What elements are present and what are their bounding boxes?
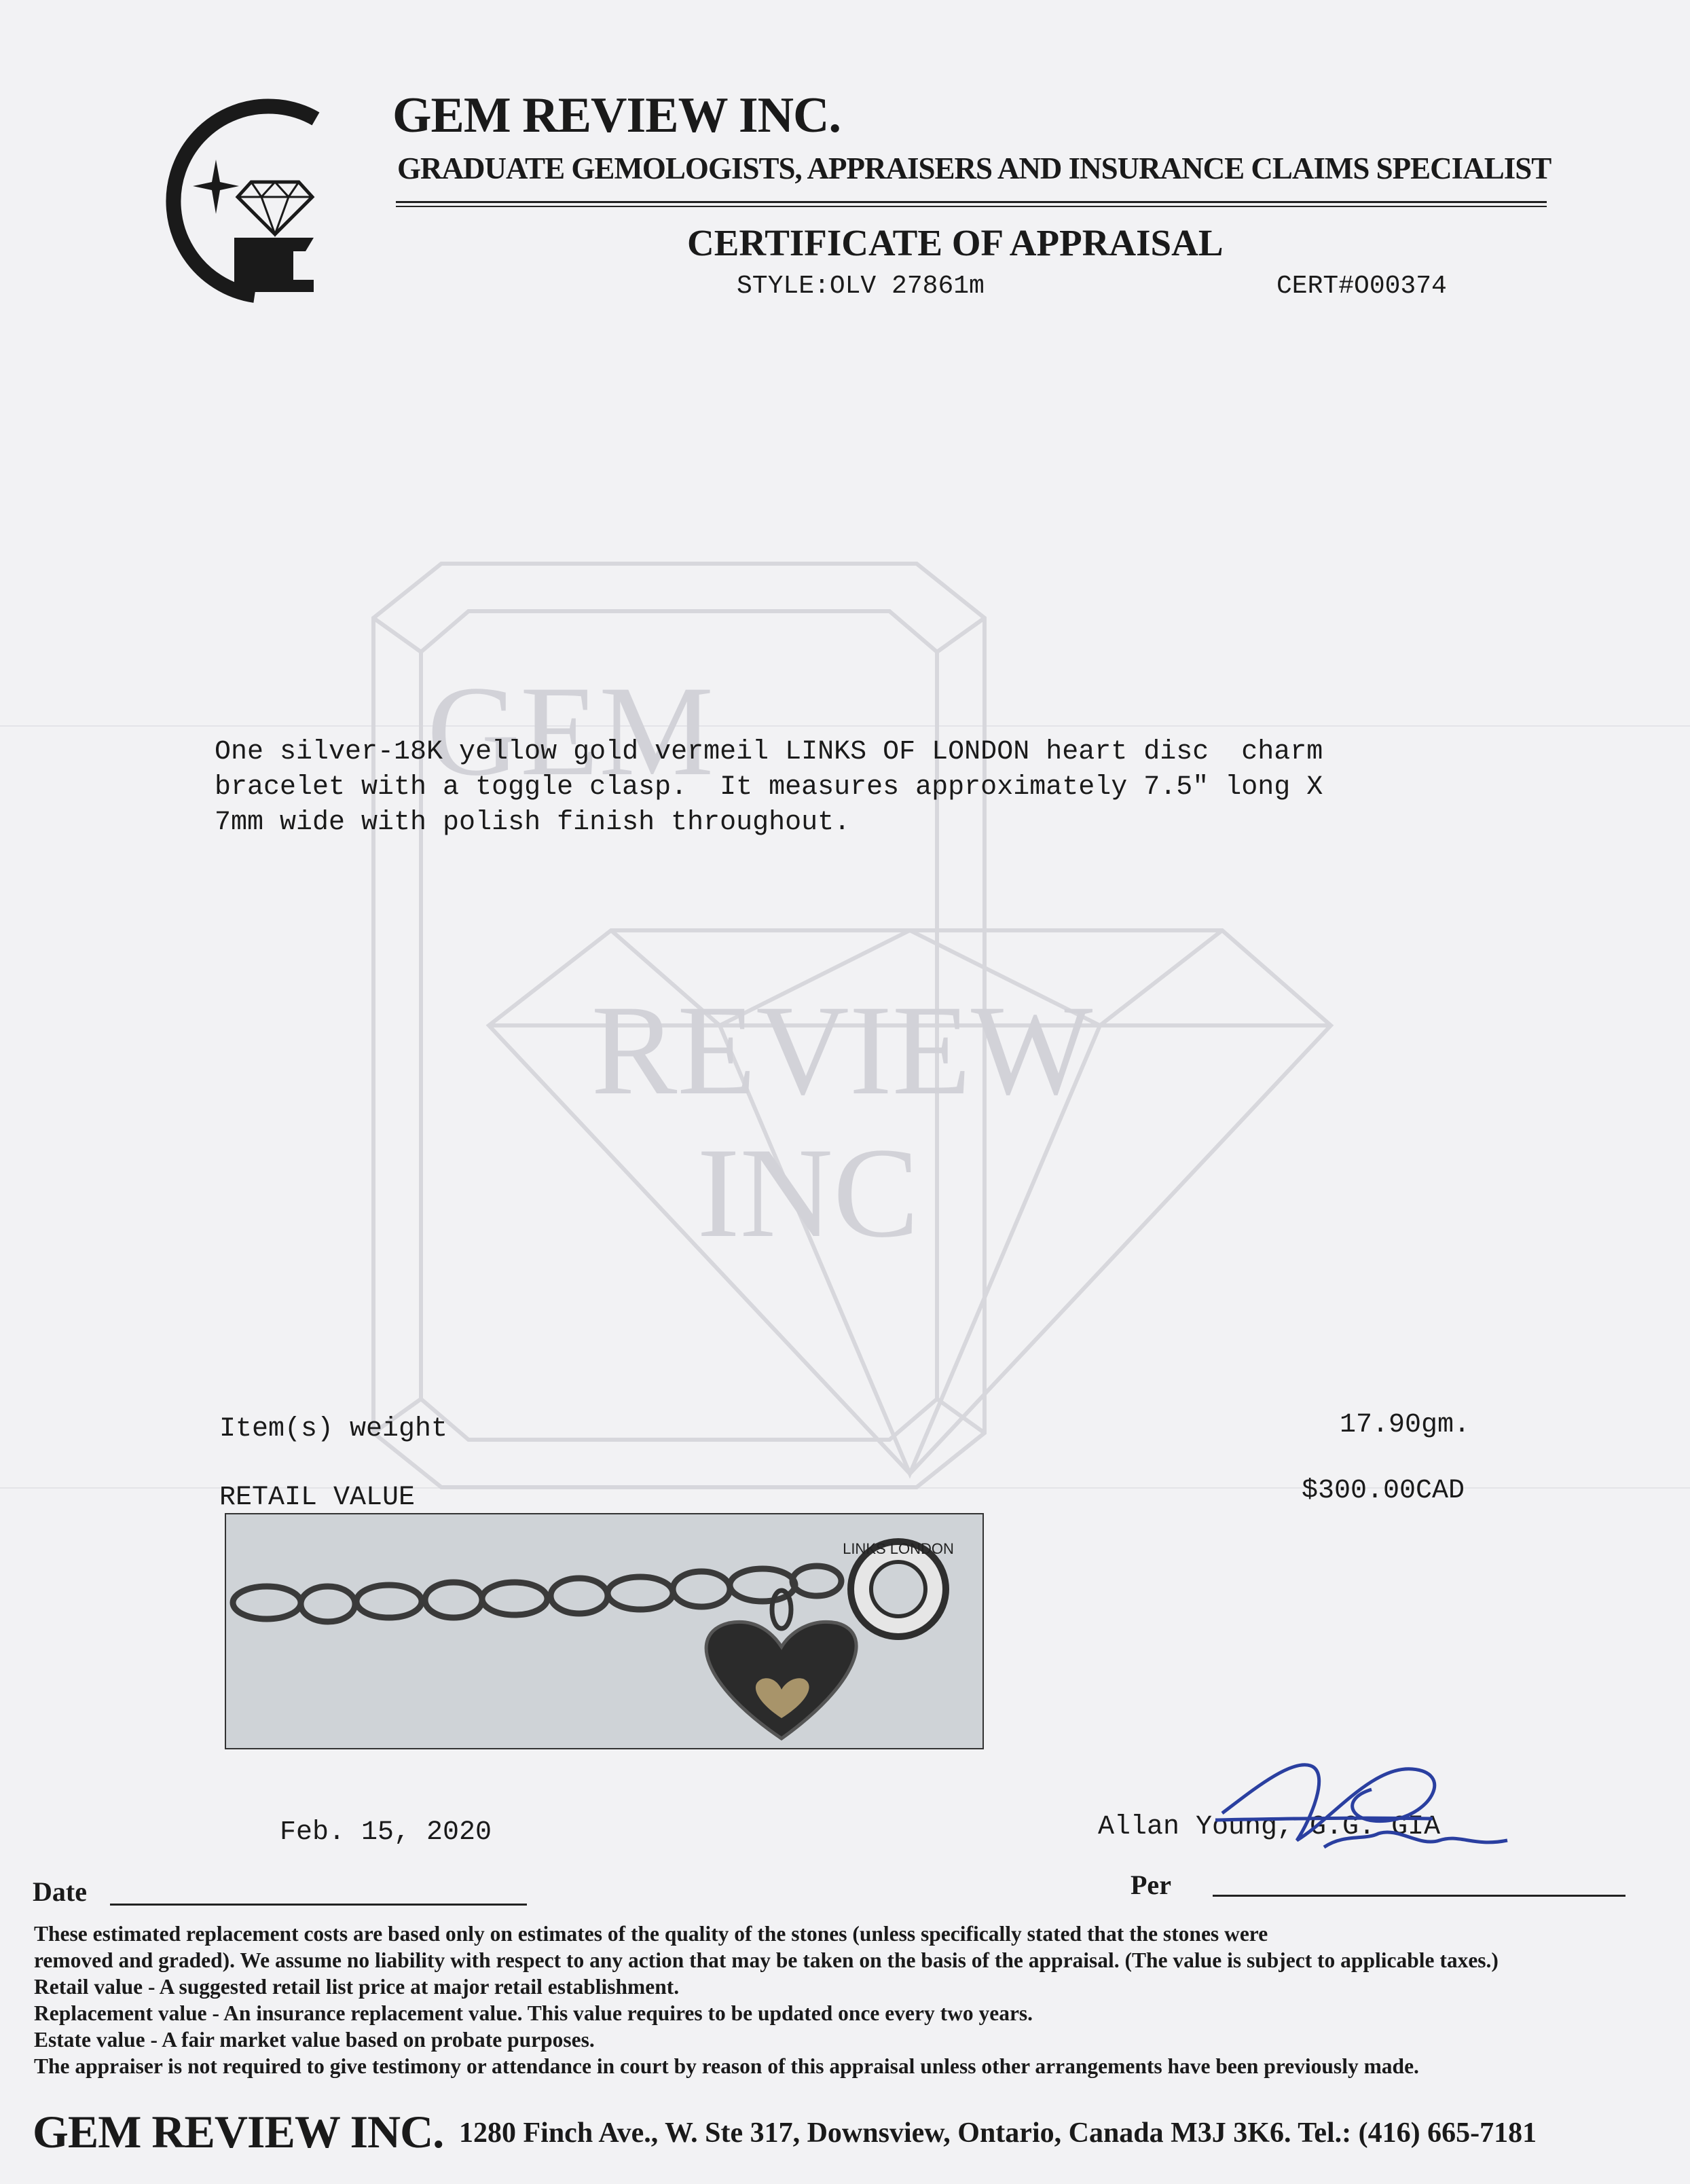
style-number: STYLE:OLV 27861m — [737, 272, 985, 301]
appraisal-date: Feb. 15, 2020 — [280, 1817, 492, 1848]
disclaimer-line: Estate value - A fair market value based on probate purposes. — [34, 2028, 595, 2052]
watermark-word: INC — [697, 1122, 919, 1264]
item-photo — [225, 1513, 984, 1749]
watermark-emblem — [339, 550, 1358, 1501]
per-label: Per — [1131, 1870, 1171, 1900]
description-line: 7mm wide with polish finish throughout. — [215, 807, 851, 838]
description-line: One silver-18K yellow gold vermeil LINKS OF LONDON heart disc charm — [215, 737, 1323, 767]
footer-address: 1280 Finch Ave., W. Ste 317, Downsview, Ontario, Canada M3J 3K6. Tel.: (416) 665-7181 — [459, 2117, 1537, 2149]
retail-value-amount: $300.00CAD — [1302, 1476, 1465, 1506]
company-logo-icon — [136, 95, 326, 306]
company-tagline: GRADUATE GEMOLOGISTS, APPRAISERS AND INSURANCE CLAIMS SPECIALIST — [397, 151, 1551, 185]
watermark-word: REVIEW — [591, 979, 1093, 1122]
disclaimer-line: Retail value - A suggested retail list price at major retail establishment. — [34, 1975, 680, 1999]
retail-value-label: RETAIL VALUE — [219, 1482, 416, 1513]
disclaimer-line: Replacement value - An insurance replacement value. This value requires to be updated once every two years. — [34, 2001, 1033, 2025]
date-signature-line — [110, 1904, 527, 1906]
disclaimer-line: The appraiser is not required to give testimony or attendance in court by reason of this appraisal unless other arrangements have been previously made. — [34, 2054, 1419, 2078]
disclaimer-line: removed and graded). We assume no liability with respect to any action that may be taken on the basis of the appraisal. (The value is subject to applicable taxes.) — [34, 1948, 1499, 1972]
header-rule — [396, 206, 1547, 207]
weight-value: 17.90gm. — [1340, 1410, 1471, 1440]
watermark-word: GEM — [426, 660, 714, 803]
item-description — [215, 735, 1323, 841]
disclaimer-text — [34, 1921, 1499, 2079]
certificate-number: CERT#O00374 — [1276, 272, 1447, 301]
appraiser-signature — [1209, 1739, 1521, 1881]
disclaimer-line: These estimated replacement costs are based only on estimates of the quality of the stones (unless specifically stated that the stones were — [34, 1922, 1268, 1946]
footer-company-name: GEM REVIEW INC. — [33, 2106, 444, 2158]
description-line: bracelet with a toggle clasp. It measures approximately 7.5" long X — [215, 772, 1323, 803]
clasp-engraving: LINKS LONDON — [843, 1540, 954, 1557]
weight-label: Item(s) weight — [219, 1414, 448, 1444]
certificate-title: CERTIFICATE OF APPRAISAL — [687, 222, 1224, 263]
company-name: GEM REVIEW INC. — [392, 88, 841, 143]
per-signature-line — [1213, 1895, 1625, 1897]
header-rule — [396, 201, 1547, 203]
date-label: Date — [33, 1876, 87, 1907]
appraiser-name: Allan Young, G.G. GIA — [1098, 1812, 1441, 1842]
